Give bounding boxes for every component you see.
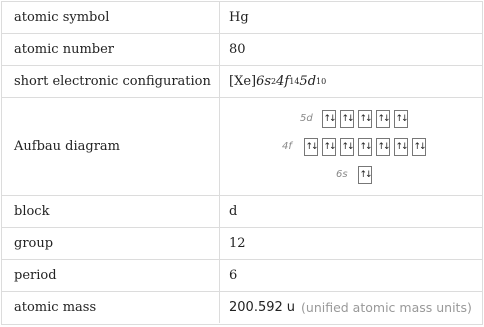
row-label: atomic mass <box>2 292 220 323</box>
table-row <box>2 228 482 260</box>
table-row <box>2 66 482 98</box>
orbital-box: ↑↓ <box>322 138 336 156</box>
row-label: atomic symbol <box>2 2 220 33</box>
group-value: 12 <box>229 236 246 251</box>
orbital-box: ↑↓ <box>394 110 408 128</box>
atomic-symbol-value: Hg <box>229 10 249 25</box>
orbital-box: ↑↓ <box>358 166 372 184</box>
orbital-row-6s <box>336 165 376 185</box>
config-orbital: 5d <box>299 74 317 89</box>
row-label: atomic number <box>2 34 220 65</box>
electron-configuration-value: [Xe] 6s 2 4f 14 5d 10 <box>229 74 327 89</box>
properties-table <box>1 1 483 325</box>
orbital-box: ↑↓ <box>340 110 354 128</box>
atomic-number-value: 80 <box>229 42 246 57</box>
orbital-row-5d <box>300 109 412 129</box>
atomic-mass-value <box>220 292 482 323</box>
table-row <box>2 292 482 323</box>
mass-number: 200.592 <box>229 300 283 315</box>
orbital-box: ↑↓ <box>358 138 372 156</box>
orbital-box: ↑↓ <box>304 138 318 156</box>
orbital-row-4f <box>282 137 430 157</box>
row-label: short electronic configuration <box>2 66 220 97</box>
row-label: Aufbau diagram <box>2 98 220 195</box>
orbital-box: ↑↓ <box>340 138 354 156</box>
mass-unit-name: (unified atomic mass units) <box>301 300 472 315</box>
config-orbital: 4f <box>276 74 290 89</box>
orbital-box: ↑↓ <box>322 110 336 128</box>
orbital-box: ↑↓ <box>358 110 372 128</box>
block-value: d <box>229 204 238 219</box>
orbital-label: 4f <box>282 141 292 152</box>
aufbau-diagram <box>220 98 482 195</box>
config-orbital: 6s <box>256 74 272 89</box>
orbital-box: ↑↓ <box>412 138 426 156</box>
period-value: 6 <box>229 268 238 283</box>
table-row <box>2 98 482 196</box>
orbital-box: ↑↓ <box>376 110 390 128</box>
orbital-box: ↑↓ <box>394 138 408 156</box>
row-label: group <box>2 228 220 259</box>
orbital-label: 5d <box>300 113 313 124</box>
orbital-box: ↑↓ <box>376 138 390 156</box>
table-row <box>2 260 482 292</box>
row-label: block <box>2 196 220 227</box>
mass-unit-symbol: u <box>286 300 296 315</box>
table-row <box>2 2 482 34</box>
orbital-label: 6s <box>336 169 348 180</box>
table-row <box>2 34 482 66</box>
config-core: [Xe] <box>229 74 257 89</box>
row-label: period <box>2 260 220 291</box>
table-row <box>2 196 482 228</box>
